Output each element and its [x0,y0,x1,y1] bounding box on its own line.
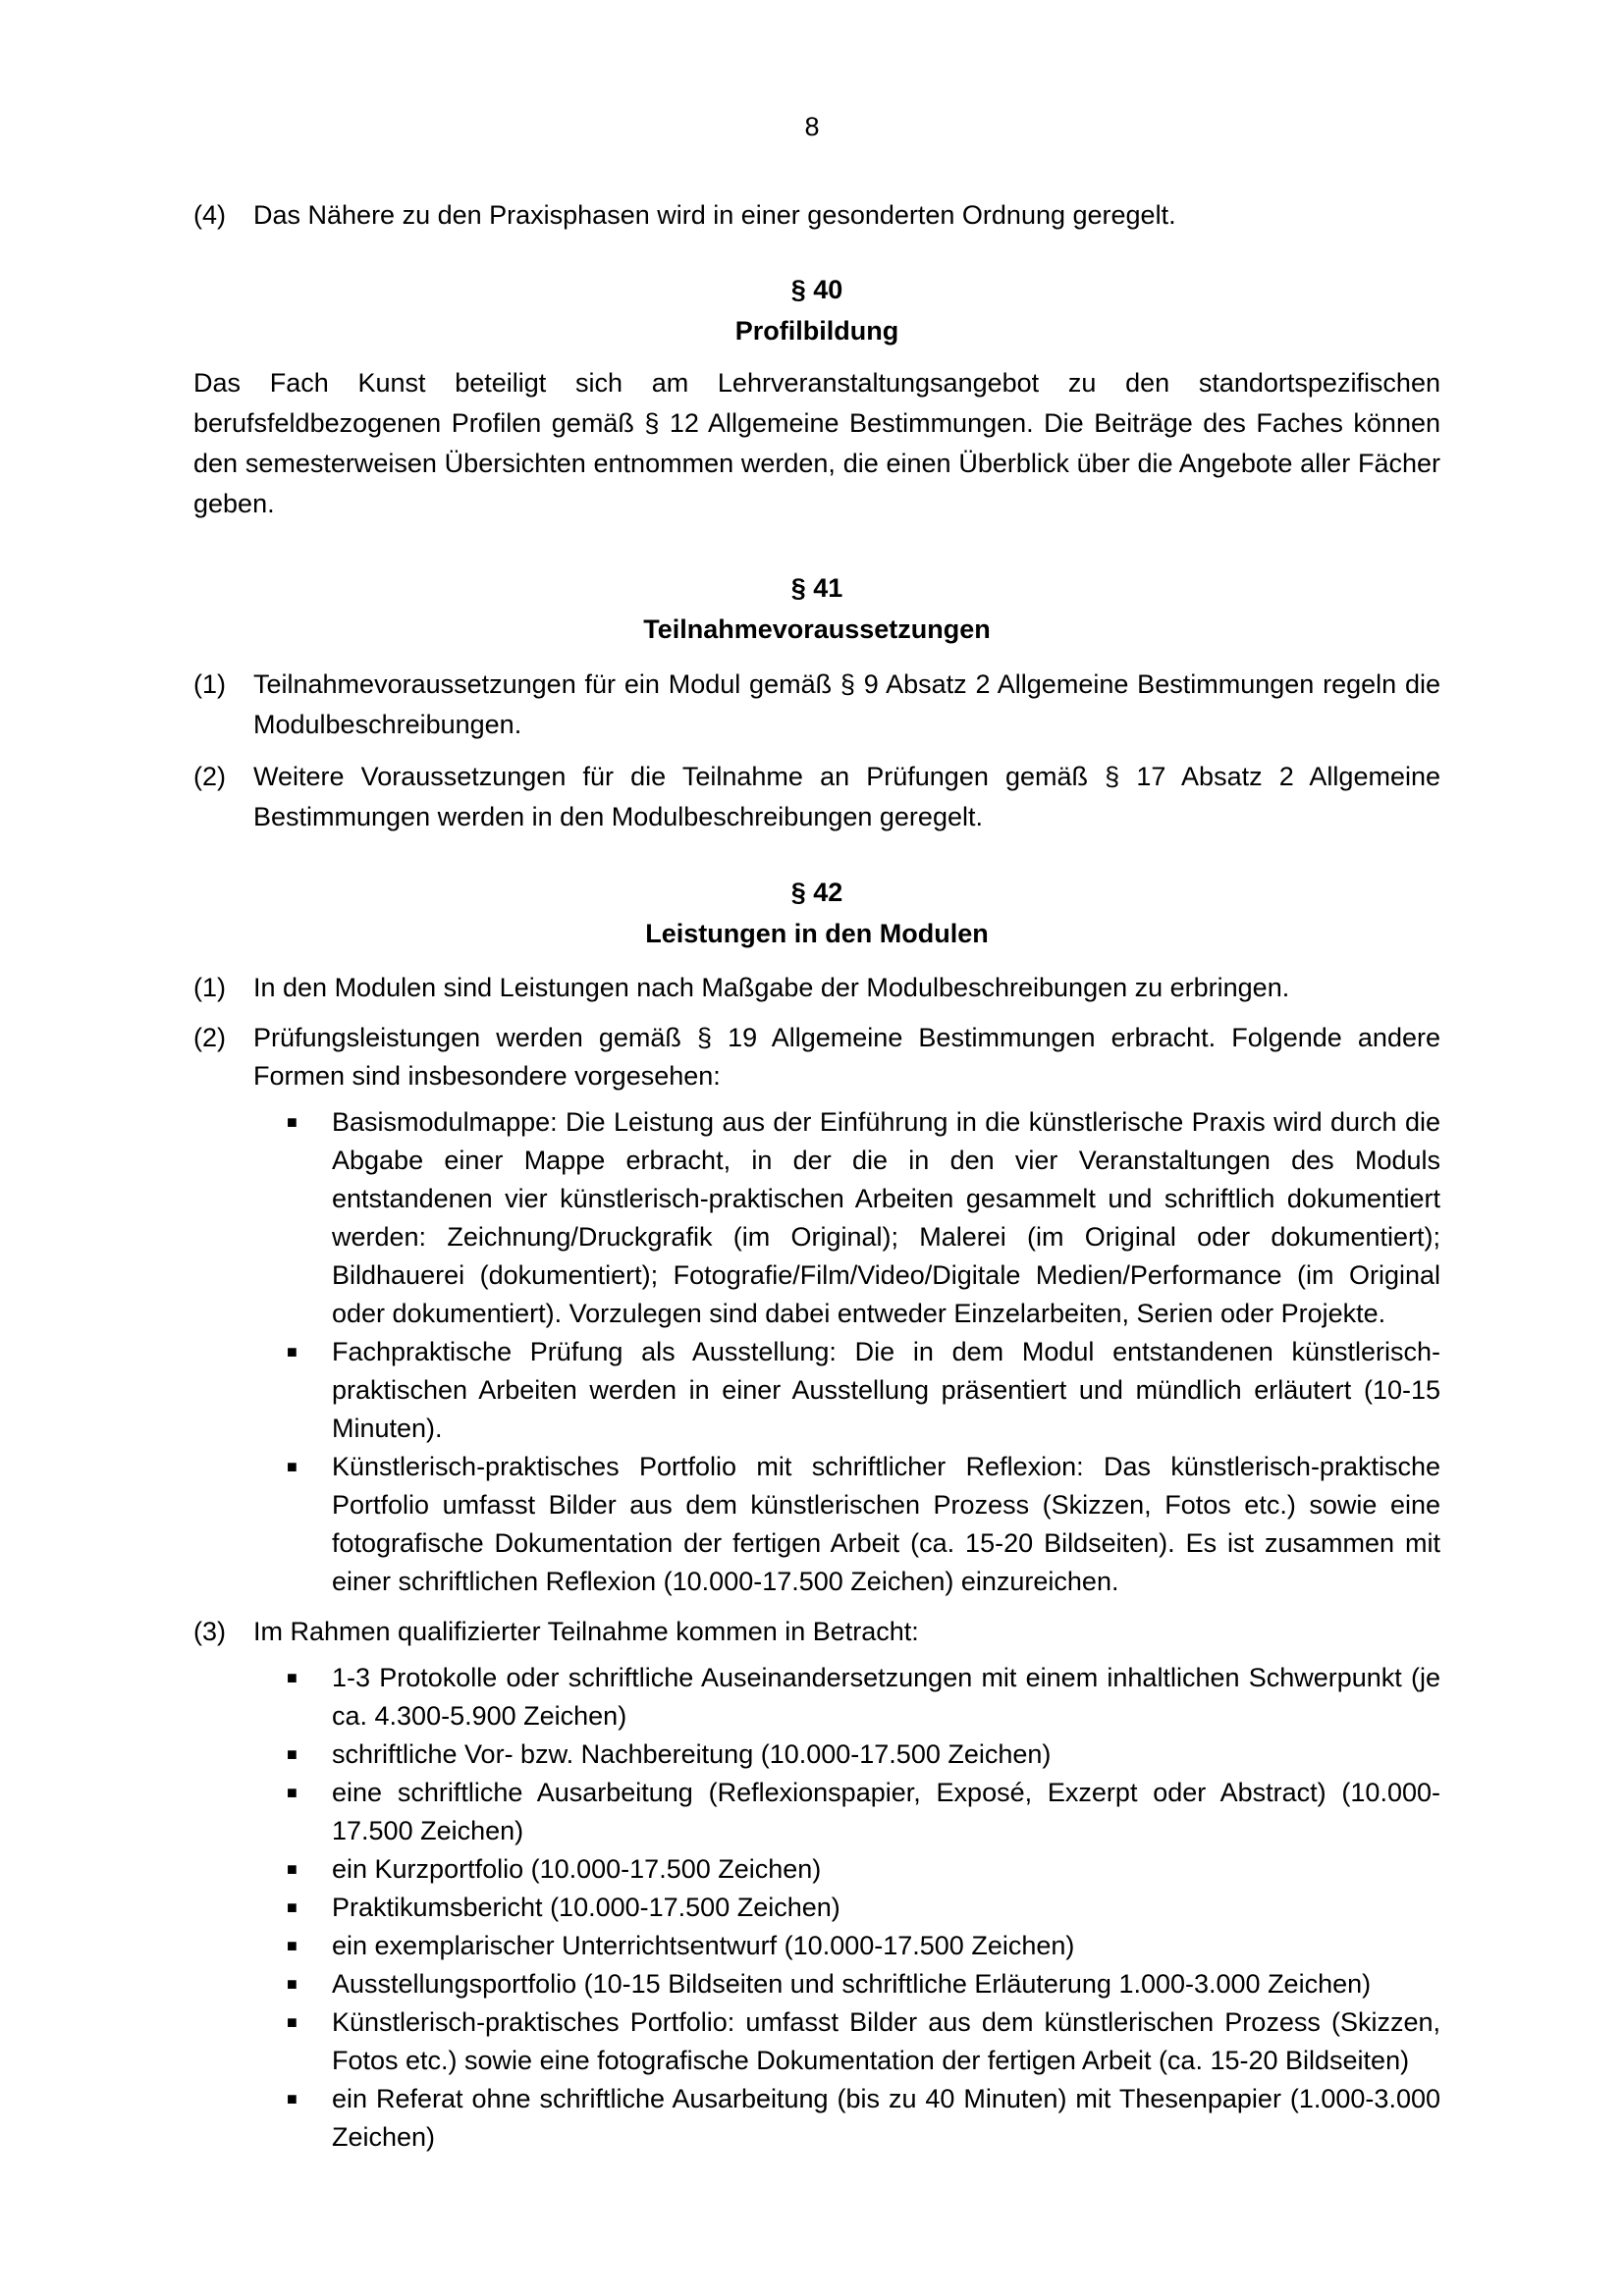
list-item [253,1850,1440,1889]
bullet-icon: ■ [287,1897,298,1917]
list-item [253,1735,1440,1774]
list-item [253,1103,1440,1333]
list-item-text: Fachpraktische Prüfung als Ausstellung: Die in dem Modul entstandenen künstlerisch-praktischen Arbeiten werden in einer Ausstellung präsentiert und mündlich erläutert (10-15 Minuten). [332,1337,1440,1443]
paragraph-text: Das Nähere zu den Praxisphasen wird in einer gesonderten Ordnung geregelt. [253,200,1176,230]
list-item [253,2080,1440,2157]
bullet-icon: ■ [287,1342,298,1362]
bullet-icon: ■ [287,1783,298,1802]
bullet-icon: ■ [287,1974,298,1994]
section-title: Profilbildung [734,316,899,346]
list-item [253,1448,1440,1601]
bullet-icon: ■ [287,1668,298,1687]
paragraph-number: (2) [193,1023,226,1052]
list-item-text: ein Referat ohne schriftliche Ausarbeitung (bis zu 40 Minuten) mit Thesenpapier (1.000-3.000 Zeichen) [332,2084,1440,2152]
list-item-text: ein Kurzportfolio (10.000-17.500 Zeichen) [332,1854,822,1884]
paragraph-text: Im Rahmen qualifizierter Teilnahme kommen in Betracht: [253,1617,919,1646]
paragraph-2 [193,1019,1440,1601]
list-item-text: Künstlerisch-praktisches Portfolio mit schriftlicher Reflexion: Das künstlerisch-praktische Portfolio umfasst Bilder aus dem künstlerischen Prozess (Skizzen, Fotos etc.) sowie eine fotografische Dokumentation der fertigen Arbeit (ca. 15-20 Bildseiten). Es ist zusammen mit einer schriftlichen Reflexion (10.000-17.500 Zeichen) einzureichen. [332,1452,1440,1596]
paragraph-1 [193,665,1440,745]
paragraph-4 [193,196,1440,235]
list-item-text: Ausstellungsportfolio (10-15 Bildseiten und schriftliche Erläuterung 1.000-3.000 Zeichen) [332,1969,1372,1999]
list-item-text: ein exemplarischer Unterrichtsentwurf (10.000-17.500 Zeichen) [332,1931,1075,1960]
paragraph-number: (1) [193,669,226,699]
paragraph-text: Weitere Voraussetzungen für die Teilnahme an Prüfungen gemäß § 17 Absatz 2 Allgemeine Bestimmungen werden in den Modulbeschreibungen geregelt. [253,762,1440,831]
list-item [253,1927,1440,1965]
paragraph-number: (1) [193,973,226,1002]
list-item-text: Basismodulmappe: Die Leistung aus der Einführung in die künstlerische Praxis wird durch die Abgabe einer Mappe erbracht, in der die in den vier Veranstaltungen des Moduls entstandenen vier künstlerisch-praktischen Arbeiten gesammelt und schriftlich dokumentiert werden: Zeichnung/Druckgrafik (im Original); Malerei (im Original oder dokumentiert); Bildhauerei (dokumentiert); Fotografie/Film/Video/Digitale Medien/Performance (im Original oder dokumentiert). Vorzulegen sind dabei entweder Einzelarbeiten, Serien oder Projekte. [332,1107,1440,1328]
list-item-text: eine schriftliche Ausarbeitung (Reflexionspapier, Exposé, Exzerpt oder Abstract) (10.000-17.500 Zeichen) [332,1778,1440,1845]
section-title: Teilnahmevoraussetzungen [643,614,991,644]
paragraph-text: Prüfungsleistungen werden gemäß § 19 Allgemeine Bestimmungen erbracht. Folgende andere Formen sind insbesondere vorgesehen: [253,1023,1440,1091]
bullet-list [193,1103,1440,1601]
list-item-text: schriftliche Vor- bzw. Nachbereitung (10.000-17.500 Zeichen) [332,1739,1052,1769]
bullet-icon: ■ [287,2012,298,2032]
list-item-text: Praktikumsbericht (10.000-17.500 Zeichen) [332,1893,840,1922]
list-item-text: Künstlerisch-praktisches Portfolio: umfasst Bilder aus dem künstlerischen Prozess (Skizzen, Fotos etc.) sowie eine fotografische Dokumentation der fertigen Arbeit (ca. 15-20 Bildseiten) [332,2007,1440,2075]
bullet-icon: ■ [287,1936,298,1955]
paragraph-3 [193,1613,1440,2157]
section-number: § 41 [790,573,843,603]
paragraph-number: (3) [193,1617,226,1646]
bullet-icon: ■ [287,1859,298,1879]
list-item [253,2003,1440,2080]
paragraph-text: Teilnahmevoraussetzungen für ein Modul gemäß § 9 Absatz 2 Allgemeine Bestimmungen regeln die Modulbeschreibungen. [253,669,1440,739]
list-item [253,1659,1440,1735]
section-number: § 40 [790,275,843,304]
section-text: Das Fach Kunst beteiligt sich am Lehrveranstaltungsangebot zu den standortspezifischen berufsfeldbezogenen Profilen gemäß § 12 Allgemeine Bestimmungen. Die Beiträge des Faches können den semesterweisen Übersichten entnommen werden, die einen Überblick über die Angebote aller Fächer geben. [193,368,1440,518]
section-42 [193,874,1440,2157]
list-item [253,1774,1440,1850]
paragraph-number: (4) [193,200,226,230]
list-item [253,1965,1440,2003]
section-41 [193,569,1440,837]
paragraph-text: In den Modulen sind Leistungen nach Maßgabe der Modulbeschreibungen zu erbringen. [253,973,1290,1002]
paragraph-number: (2) [193,762,226,791]
bullet-list [193,1659,1440,2157]
paragraph-2 [193,757,1440,837]
list-item-text: 1-3 Protokolle oder schriftliche Auseinandersetzungen mit einem inhaltlichen Schwerpunkt (je ca. 4.300-5.900 Zeichen) [332,1663,1440,1731]
list-item [253,1333,1440,1448]
bullet-icon: ■ [287,1112,298,1132]
bullet-icon: ■ [287,2089,298,2109]
page-number: 8 [804,112,820,141]
section-40 [193,271,1440,524]
section-title: Leistungen in den Modulen [645,919,989,948]
paragraph-1 [193,969,1440,1007]
bullet-icon: ■ [287,1744,298,1764]
section-number: § 42 [790,878,843,907]
bullet-icon: ■ [287,1457,298,1476]
list-item [253,1889,1440,1927]
